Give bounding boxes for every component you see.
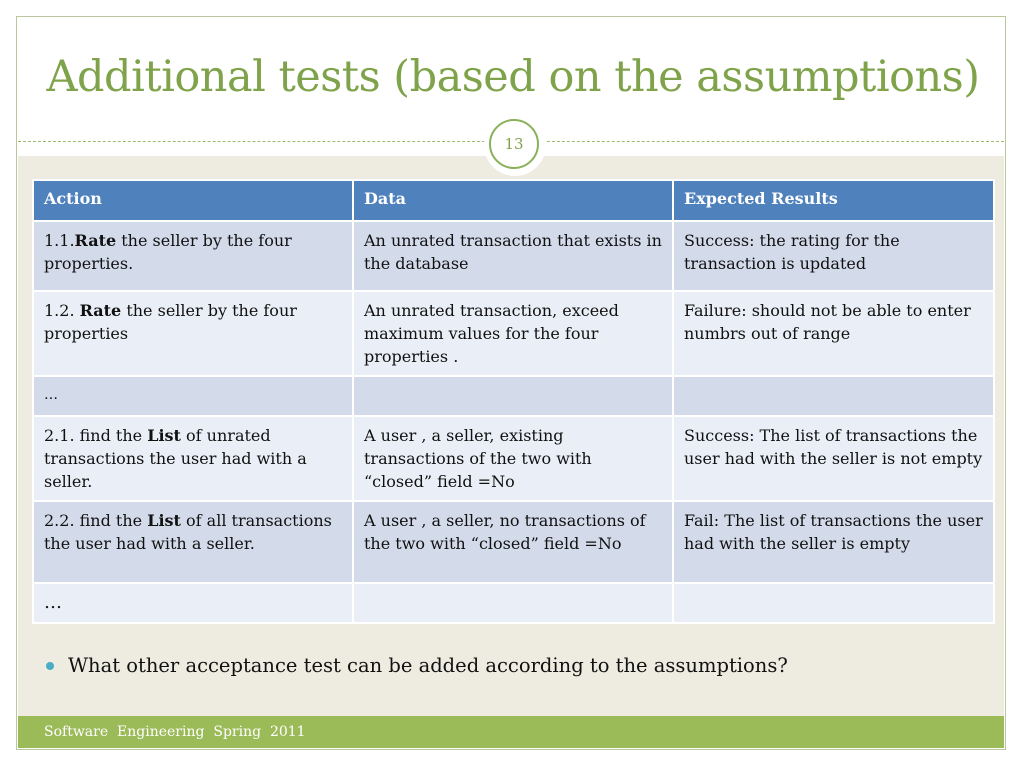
result-cell <box>673 376 994 416</box>
action-cell <box>33 501 353 583</box>
bullet-item <box>46 654 788 677</box>
table-row <box>33 291 994 376</box>
header-expected-results: Expected Results <box>673 180 994 221</box>
table-row <box>33 221 994 291</box>
action-prefix: … <box>44 592 62 613</box>
footer-text: Software Engineering Spring 2011 <box>44 724 306 740</box>
data-cell: A user , a seller, no transactions of the two with “closed” field =No <box>353 501 673 583</box>
action-cell <box>33 376 353 416</box>
action-keyword: List <box>147 426 181 445</box>
table-row <box>33 416 994 501</box>
footer-bar <box>18 716 1004 748</box>
data-cell <box>353 583 673 623</box>
bullet-dot-icon <box>46 662 54 670</box>
result-cell <box>673 583 994 623</box>
data-cell: An unrated transaction, exceed maximum values for the four properties . <box>353 291 673 376</box>
slide-number: 13 <box>489 119 539 169</box>
action-suffix: the seller by the four properties <box>44 301 297 343</box>
action-cell <box>33 416 353 501</box>
action-cell <box>33 291 353 376</box>
result-cell: Failure: should not be able to enter numbrs out of range <box>673 291 994 376</box>
action-suffix: of unrated transactions the user had with a seller. <box>44 426 307 491</box>
header-data: Data <box>353 180 673 221</box>
action-prefix: 2.1. find the <box>44 426 148 445</box>
table-row <box>33 501 994 583</box>
result-cell: Success: the rating for the transaction is updated <box>673 221 994 291</box>
action-suffix: the seller by the four properties. <box>44 231 292 273</box>
action-cell <box>33 221 353 291</box>
data-cell: A user , a seller, existing transactions of the two with “closed” field =No <box>353 416 673 501</box>
data-cell: An unrated transaction that exists in the database <box>353 221 673 291</box>
action-keyword: Rate <box>79 301 122 320</box>
slide-title: Additional tests (based on the assumptions) <box>46 52 980 102</box>
action-keyword: List <box>147 511 181 530</box>
action-prefix: 1.2. <box>44 301 80 320</box>
table-row <box>33 376 994 416</box>
data-cell <box>353 376 673 416</box>
action-cell <box>33 583 353 623</box>
action-prefix: … <box>44 387 58 403</box>
result-cell: Success: The list of transactions the user had with the seller is not empty <box>673 416 994 501</box>
test-table <box>32 179 995 624</box>
action-prefix: 1.1. <box>44 231 75 250</box>
bullet-text: What other acceptance test can be added according to the assumptions? <box>68 654 788 677</box>
table-row <box>33 583 994 623</box>
table-header-row <box>33 180 994 221</box>
action-suffix: of all transactions the user had with a seller. <box>44 511 332 553</box>
action-prefix: 2.2. find the <box>44 511 148 530</box>
header-action: Action <box>33 180 353 221</box>
action-keyword: Rate <box>74 231 117 250</box>
result-cell: Fail: The list of transactions the user had with the seller is empty <box>673 501 994 583</box>
